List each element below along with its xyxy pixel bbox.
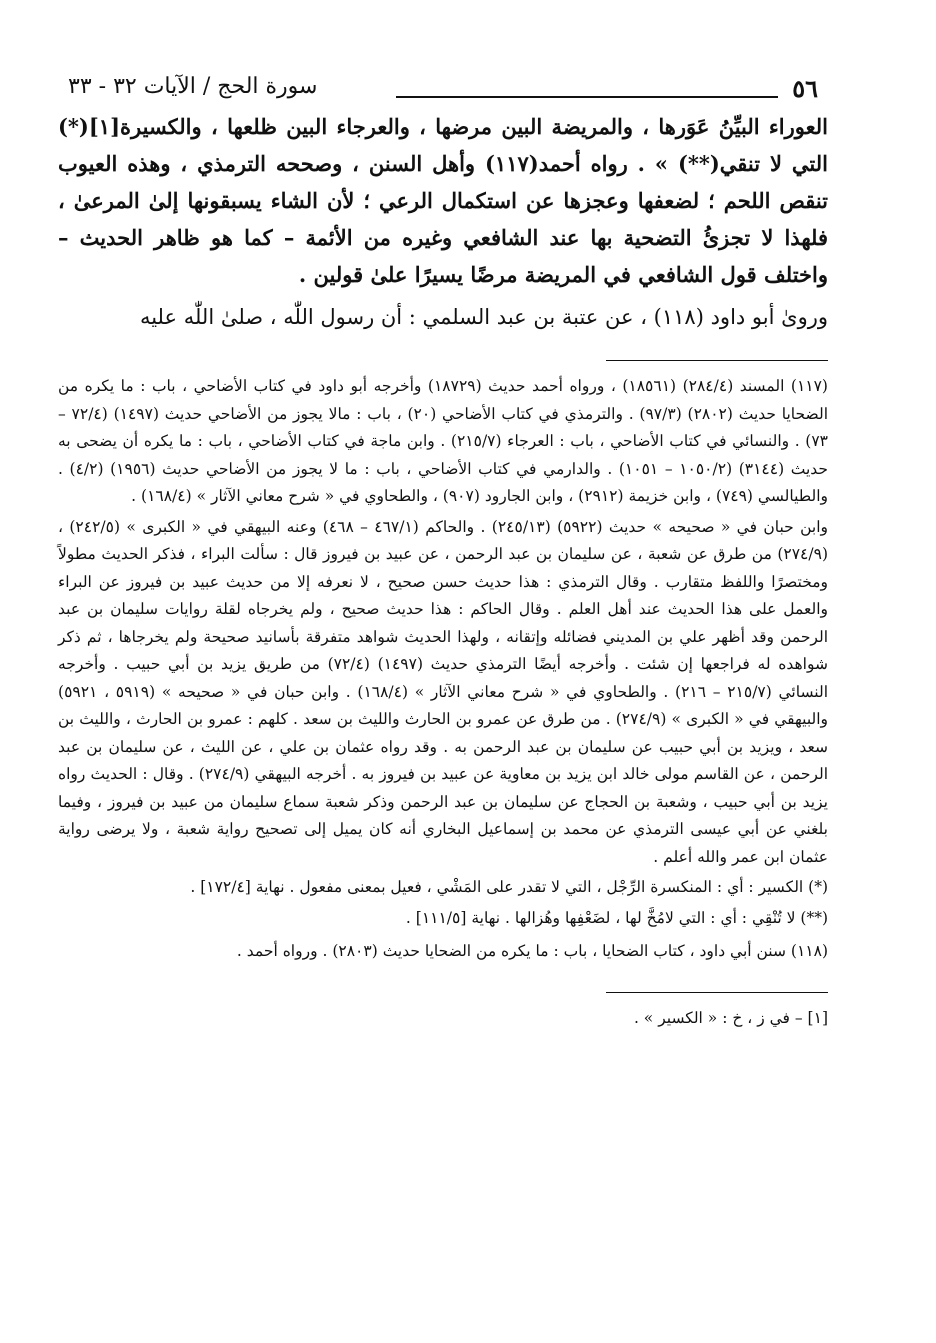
footnote-117: (١١٧) المسند (٢٨٤/٤) (١٨٥٦١) ، ورواه أحمد حديث (١٨٧٢٩) وأخرجه أبو داود في كتاب الأضاحي ، باب : ما يكره من الضحايا حديث (٢٨٠٢) (٩٧/٣) . والترمذي في كتاب الأضاحي (٢٠) ، باب : مالا يجوز من الأضاحي حديث (١٤٩٧) (٧٢/٤ – ٧٣) . والنسائي في كتاب الأضاحي ، باب : العرجاء (٢١٥/٧) . وابن ماجة في كتاب الأضاحي ، باب : ما يكره أن يضحى به حديث (٣١٤٤) (١٠٥٠/٢ – ١٠٥١) . والدارمي في كتاب الأضاحي ، باب : ما لا يجوز من الأضاحي حديث (١٩٥٦) (٤/٢) . والطيالسي (٧٤٩) ، وابن خزيمة (٢٩١٢) ، وابن الجارود (٩٠٧) ، والطحاوي في « شرح معاني الآثار » (١٦٨/٤) . — [58, 377, 828, 505]
editor-note-1: [١] – في ز ، خ : « الكسير » . — [633, 1008, 828, 1027]
header-rule — [396, 96, 778, 98]
editor-notes — [58, 1005, 828, 1033]
main-text — [58, 108, 828, 336]
page-number: ٥٦ — [792, 74, 818, 103]
footnote-117-continued: وابن حبان في « صحيحه » حديث (٥٩٢٢) (٢٤٥/١٣) . والحاكم (٤٦٧/١ – ٤٦٨) وعنه البيهقي في « الكبرى » (٢٤٢/٥) ، (٢٧٤/٩) من طرق عن شعبة ، عن سليمان بن عبد الرحمن ، عن عبيد بن فيروز قال : سألت البراء ، فذكر الحديث مطولاً ومختصرًا واللفظ متقارب . وقال الترمذي : هذا حديث حسن صحيح ، لا نعرفه إلا من حديث عبيد بن فيروز عن البراء والعمل على هذا الحديث عند أهل العلم . وقال الحاكم : هذا حديث صحيح ، ولم يخرجاه لقلة روايات سليمان بن عبد الرحمن وقد أظهر علي بن المديني فضائله وإتقانه ، ولهذا الحديث شواهد متفرقة بأسانيد صحيحة ولم يخرجاها ، ثم ذكر شواهده له فراجعها إن شئت . وأخرجه أيضًا الترمذي حديث (١٤٩٧) (٧٢/٤) من طريق يزيد بن أبي حبيب . وأخرجه النسائي (٢١٥/٧ – ٢١٦) . والطحاوي في « شرح معاني الآثار » (١٦٨/٤) . وابن حبان في « صحيحه » (٥٩١٩ ، ٥٩٢١) والبيهقي في « الكبرى » (٢٧٤/٩) . من طرق عن عمرو بن الحارث والليث بن سعد . كلهم : عمرو بن الحارث ، والليث بن سعد ، ويزيد بن أبي حبيب عن سليمان بن عبد الرحمن به . وقد رواه عثمان بن علي ، عن الليث ، عن سليمان بن عبد الرحمن ، عن القاسم مولى خالد ابن يزيد بن معاوية عن عبيد بن فيروز به . أخرجه البيهقي (٢٧٤/٩) . وقال : الحديث رواه يزيد بن أبي حبيب ، وشعبة بن الحجاج عن سليمان بن عبد الرحمن وذكر شعبة سماع سليمان من عبيد بن فيروز ، وفيما بلغني عن أبي عيسى الترمذي عن محمد بن إسماعيل البخاري أنه كان يميل إلى تصحيح رواية شعبة ، ولا يرضى رواية عثمان ابن عمر والله أعلم . — [58, 517, 829, 866]
footnote-separator — [606, 360, 828, 361]
main-paragraph: وروىٰ أبو داود (١١٨) ، عن عتبة بن عبد السلمي : أن رسول اللّٰه ، صلىٰ اللّٰه عليه — [139, 305, 828, 329]
running-title: سورة الحج / الآيات ٣٢ - ٣٣ — [68, 74, 318, 99]
footnote-asterisk: (*) الكسير : أي : المنكسرة الرِّجْل ، التي لا تقدر على المَشْي ، فعيل بمعنى مفعول . نهاية [١٧٢/٤] . — [190, 878, 828, 896]
page-header — [58, 60, 828, 108]
footnote-118: (١١٨) سنن أبي داود ، كتاب الضحايا ، باب : ما يكره من الضحايا حديث (٢٨٠٣) . ورواه أحمد . — [236, 942, 828, 960]
editor-notes-separator — [606, 992, 828, 993]
footnote-double-asterisk: (**) لا تُنْقِي : أي : التي لامُخَّ لها ، لضَعْفِها وهُزالها . نهاية [١١١/٥] . — [405, 908, 828, 927]
footnotes — [58, 373, 828, 966]
main-paragraph: العوراء البيِّنُ عَوَرها ، والمريضة البين مرضها ، والعرجاء البين ظلعها ، والكسيرة[١](*) التي لا تنقي(**) » . رواه أحمد(١١٧) وأهل السنن ، وصححه الترمذي ، وهذه العيوب تنقص اللحم ؛ لضعفها وعجزها عن استكمال الرعي ؛ لأن الشاء يسبقونها إلىٰ المرعىٰ ، فلهذا لا تجزئُ التضحية بها عند الشافعي وغيره من الأئمة – كما هو ظاهر الحديث – واختلف قول الشافعي في المريضة مرضًا يسيرًا علىٰ قولين . — [58, 114, 828, 287]
book-page — [58, 60, 828, 1320]
